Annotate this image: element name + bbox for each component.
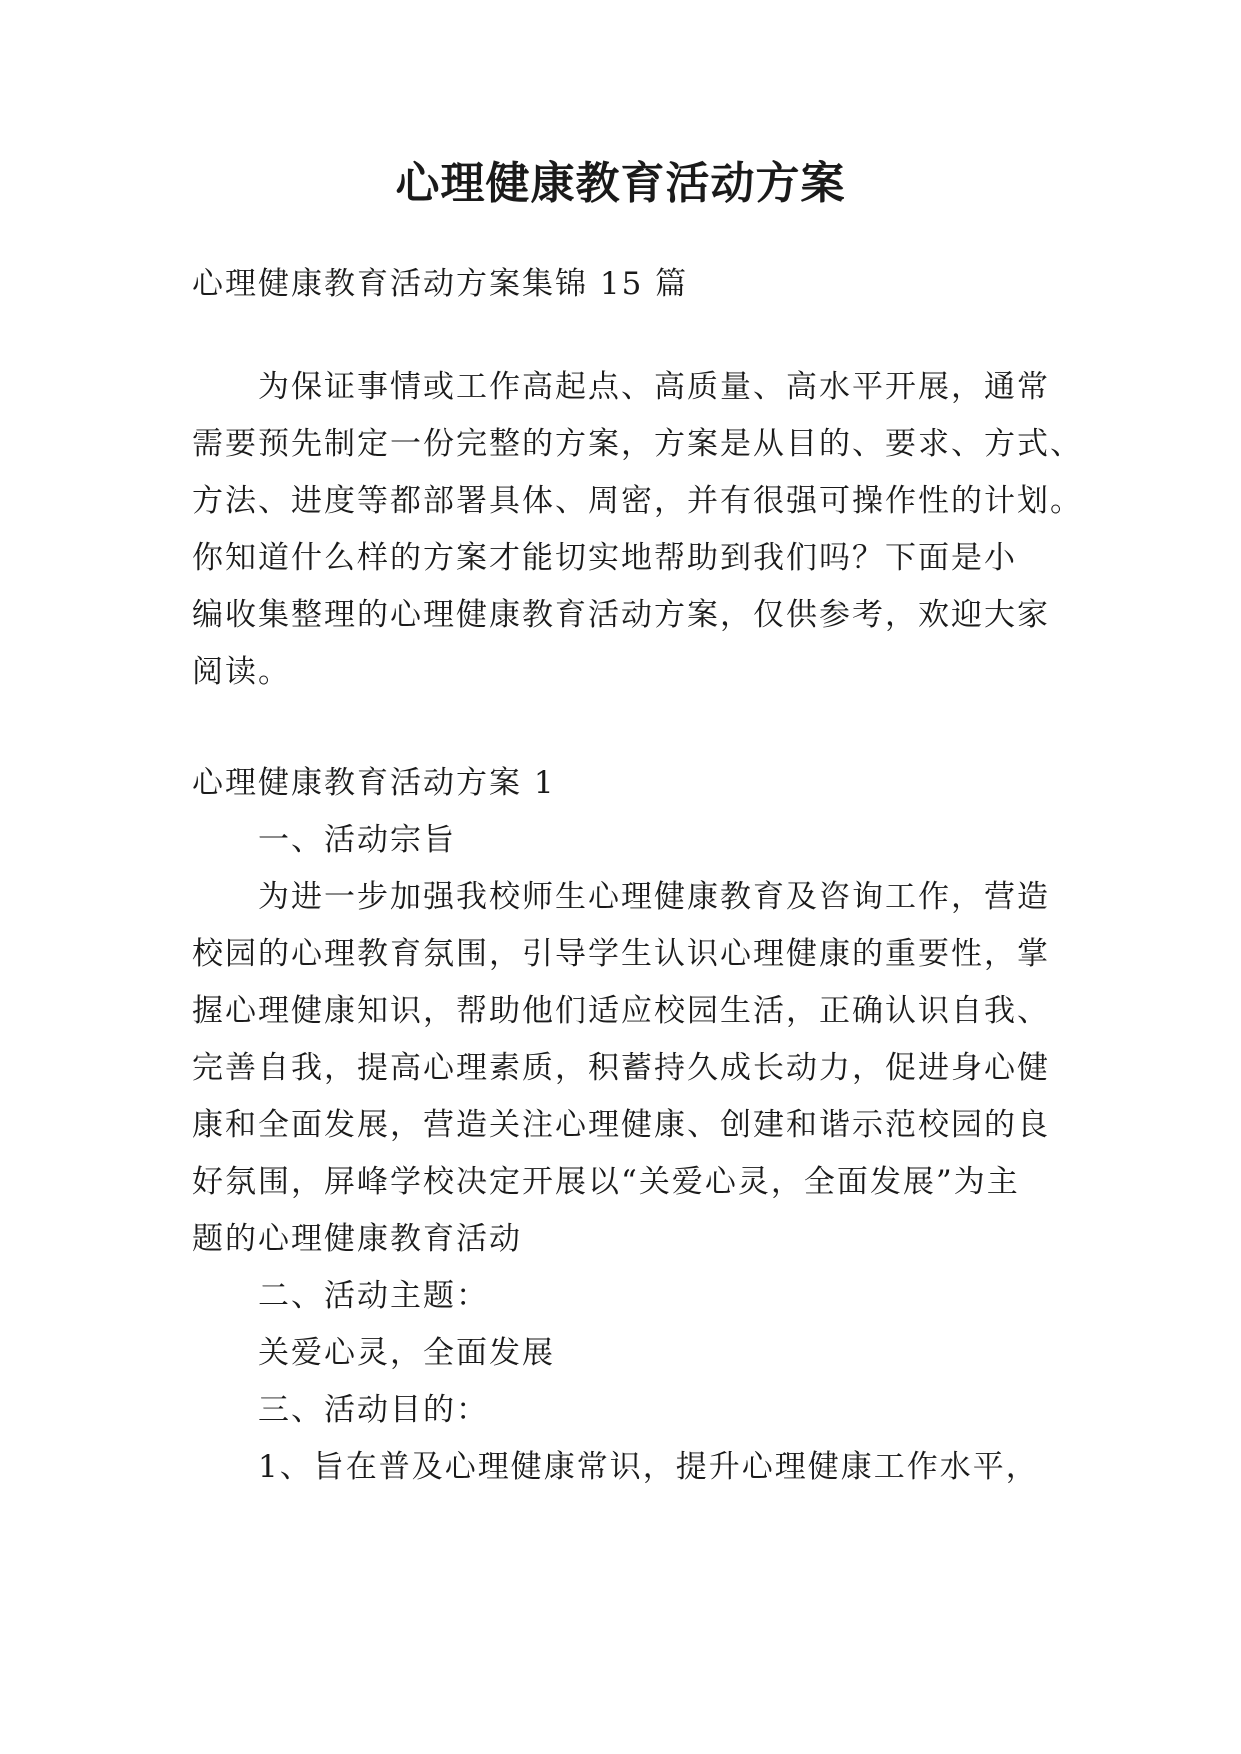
subheading-goal: 三、活动目的： <box>258 1392 489 1428</box>
para-line-3: 握心理健康知识，帮助他们适应校园生活，正确认识自我、 <box>192 993 1050 1029</box>
para-line-1: 为进一步加强我校师生心理健康教育及咨询工作，营造 <box>258 879 1050 915</box>
intro-line-1: 为保证事情或工作高起点、高质量、高水平开展，通常 <box>258 369 1050 405</box>
subheading-purpose: 一、活动宗旨 <box>258 822 456 858</box>
intro-line-2: 需要预先制定一份完整的方案，方案是从目的、要求、方式、 <box>192 426 1083 462</box>
para-line-5: 康和全面发展，营造关注心理健康、创建和谐示范校园的良 <box>192 1107 1050 1143</box>
section-heading: 心理健康教育活动方案 1 <box>192 765 556 801</box>
intro-line-5: 编收集整理的心理健康教育活动方案，仅供参考，欢迎大家 <box>192 597 1050 633</box>
intro-line-4: 你知道什么样的方案才能切实地帮助到我们吗？下面是小 <box>192 540 1017 576</box>
para-line-7: 题的心理健康教育活动 <box>192 1221 522 1257</box>
intro-line-6: 阅读。 <box>192 654 291 690</box>
goal-item-1: 1、旨在普及心理健康常识，提升心理健康工作水平， <box>258 1449 1039 1485</box>
para-line-2: 校园的心理教育氛围，引导学生认识心理健康的重要性，掌 <box>192 936 1050 972</box>
subheading-theme: 二、活动主题： <box>258 1278 489 1314</box>
para-line-6: 好氛围，屏峰学校决定开展以“关爱心灵，全面发展”为主 <box>192 1164 1020 1200</box>
intro-line-3: 方法、进度等都部署具体、周密，并有很强可操作性的计划。 <box>192 483 1083 519</box>
document-title: 心理健康教育活动方案 <box>395 158 846 209</box>
subtitle: 心理健康教育活动方案集锦 15 篇 <box>192 266 689 302</box>
para-line-4: 完善自我，提高心理素质，积蓄持久成长动力，促进身心健 <box>192 1050 1050 1086</box>
theme-text: 关爱心灵，全面发展 <box>258 1335 555 1371</box>
